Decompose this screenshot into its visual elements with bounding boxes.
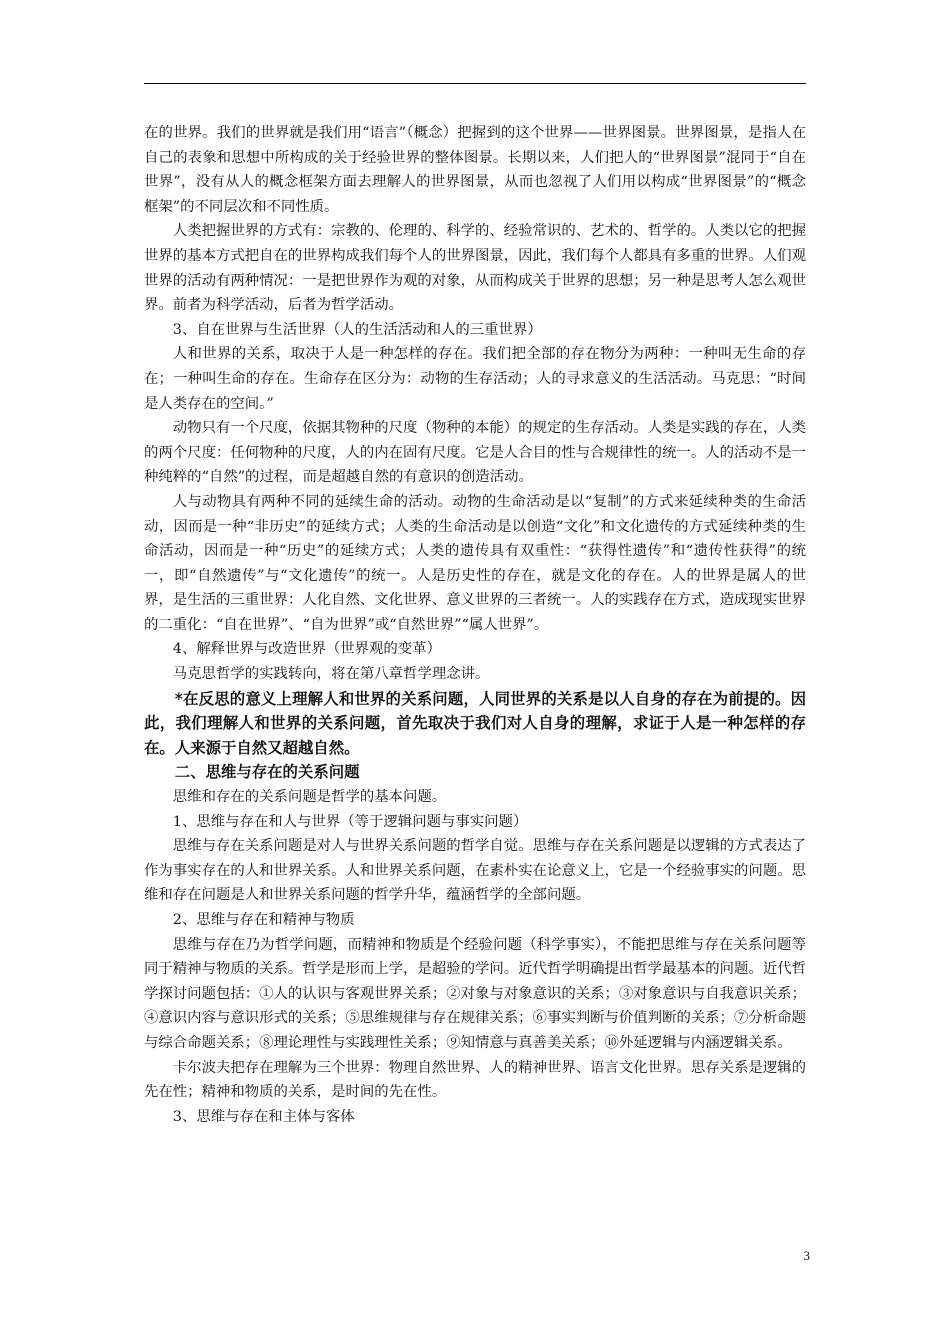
page-number: 3 — [803, 1248, 810, 1263]
subsection-heading: 3、思维与存在和主体与客体 — [172, 1108, 355, 1125]
paragraph-continued: 在的世界。我们的世界就是我们用“语言”（概念）把握到的这个世界——世界图景。世界图景，是指人在自己的表象和思想中所构成的关于经验世界的整体图景。长期以来，人们把人的“世界图景”混同于“自在世界”，没有从人的概念框架方面去理解人的世界图景，从而也忽视了人们用以构成“世界图景”的“概念框架”的不同层次和不同性质。 — [144, 125, 806, 215]
paragraph: 人与动物具有两种不同的延续生命的活动。动物的生命活动是以“复制”的方式来延续种类的生命活动，因而是一种“非历史”的延续方式；人类的生命活动是以创造“文化”和文化遗传的方式延续种类的生命活动，因而是一种“历史”的延续方式；人类的遗传具有双重性：“获得性遗传”和“遗传性获得”的统一，即“自然遗传”与“文化遗传”的统一。人是历史性的存在，就是文化的存在。人的世界是属人的世界，是生活的三重世界：人化自然、文化世界、意义世界的三者统一。人的实践存在方式，造成现实世界的二重化：“自在世界”、“自为世界”或“自然世界”“属人世界”。 — [144, 493, 806, 633]
page-body — [144, 121, 806, 1129]
paragraph: 人类把握世界的方式有：宗教的、伦理的、科学的、经验常识的、艺术的、哲学的。人类以它的把握世界的基本方式把自在的世界构成我们每个人的世界图景，因此，我们每个人都具有多重的世界。人们观世界的活动有两种情况：一是把世界作为观的对象，从而构成关于世界的思想；另一种是思考人怎么观世界。前者为科学活动，后者为哲学活动。 — [144, 223, 806, 314]
paragraph: 卡尔波夫把存在理解为三个世界：物理自然世界、人的精神世界、语言文化世界。思存关系是逻辑的先在性；精神和物质的关系，是时间的先在性。 — [144, 1059, 806, 1101]
paragraph: 动物只有一个尺度，依据其物种的尺度（物种的本能）的规定的生存活动。人类是实践的存在，人类的两个尺度：任何物种的尺度，人的内在固有尺度。它是人合目的性与合规律性的统一。人的活动不是一种纯粹的“自然”的过程，而是超越自然的有意识的创造活动。 — [144, 420, 806, 486]
emphasis-paragraph: *在反思的意义上理解人和世界的关系问题，人同世界的关系是以人自身的存在为前提的。因此，我们理解人和世界的关系问题，首先取决于我们对人自身的理解，求证于人是一种怎样的存在。人来源于自然又超越自然。 — [144, 689, 806, 757]
section-heading: 二、思维与存在的关系问题 — [174, 763, 360, 782]
header-rule — [144, 83, 806, 84]
paragraph: 人和世界的关系，取决于人是一种怎样的存在。我们把全部的存在物分为两种：一种叫无生命的存在；一种叫生命的存在。生命存在区分为：动物的生存活动；人的寻求意义的生活活动。马克思：“时间是人类存在的空间。” — [144, 346, 806, 412]
paragraph: 思维与存在关系问题是对人与世界关系问题的哲学自觉。思维与存在关系问题是以逻辑的方式表达了作为事实存在的人和世界关系。人和世界关系问题，在素朴实在论意义上，它是一个经验事实的问题。思维和存在问题是人和世界关系问题的哲学升华，蕴涵哲学的全部问题。 — [144, 838, 806, 904]
subsection-heading: 2、思维与存在和精神与物质 — [172, 912, 355, 928]
paragraph: 马克思哲学的实践转向，将在第八章哲学理念讲。 — [172, 666, 490, 683]
subsection-heading: 1、思维与存在和人与世界（等于逻辑问题与事实问题） — [172, 813, 528, 830]
subsection-heading: 4、解释世界与改造世界（世界观的变革） — [172, 641, 441, 658]
paragraph: 思维和存在的关系问题是哲学的基本问题。 — [172, 789, 447, 806]
subsection-heading: 3、自在世界与生活世界（人的生活活动和人的三重世界） — [172, 321, 542, 338]
paragraph: 思维与存在乃为哲学问题，而精神和物质是个经验问题（科学事实），不能把思维与存在关系问题等同于精神与物质的关系。哲学是形而上学，是超验的学问。近代哲学明确提出哲学最基本的问题。近代哲学探讨问题包括：①人的认识与客观世界关系；②对象与对象意识的关系；③对象意识与自我意识关系；④意识内容与意识形式的关系；⑤思维规律与存在规律关系；⑥事实判断与价值判断的关系；⑦分析命题与综合命题关系；⑧理论理性与实践理性关系；⑨知情意与真善美关系；⑩外延逻辑与内涵逻辑关系。 — [144, 936, 806, 1051]
